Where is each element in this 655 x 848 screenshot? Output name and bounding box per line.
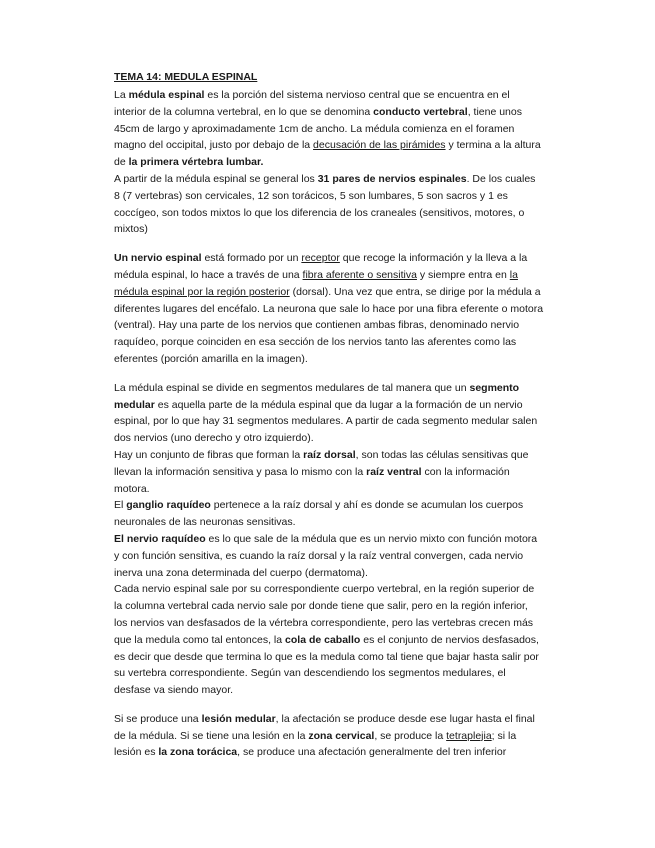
text-run: , son todas las células sensitivas que llevan la información sensitiva y pasa lo mismo con la (114, 448, 529, 478)
text-run: raíz ventral (366, 465, 422, 478)
text-run: 31 pares de nervios espinales (317, 172, 467, 185)
paragraph-medula-definition (114, 87, 544, 171)
text-run: lesión medular (201, 712, 276, 725)
text-run: zona cervical (308, 729, 375, 742)
text-run: fibra aferente o sensitiva (302, 268, 417, 281)
text-run: , tiene unos 45cm de largo y aproximadamente 1cm de ancho. La médula comienza en el foramen magno del occipital, justo por debajo de la (114, 105, 522, 152)
text-run: El (114, 499, 127, 512)
text-run: pertenece a la raíz dorsal y ahí es donde se acumulan los cuerpos neuronales de las neuronas sensitivas. (114, 499, 524, 529)
text-run: El nervio raquídeo (114, 532, 206, 545)
text-run: , se produce una afectación generalmente del tren inferior (237, 746, 507, 759)
document-page (114, 70, 544, 761)
paragraph-ganglio-raquideo (114, 497, 544, 531)
text-run: segmento medular (114, 381, 520, 411)
text-run: médula espinal (128, 89, 205, 101)
paragraph-segmento-medular (114, 380, 544, 447)
text-run: la zona torácica (158, 746, 238, 759)
text-run: Cada nervio espinal sale por su correspondiente cuerpo vertebral, en la región superior de la columna vertebral cada nervio sale por donde tiene que salir, pero en la región inferior, los nervios van desfasados de la vértebra correspondiente, pero las vertebras crecen más que la medula como tal entonces, la (114, 583, 535, 646)
text-run: es aquella parte de la médula espinal que da lugar a la formación de un nervio espinal, por lo que hay 31 segmentos medulares. A partir de cada segmento medular salen dos nervios (uno derecho y otro izquierdo). (114, 398, 538, 445)
paragraph-spinal-nerves-count (114, 171, 544, 238)
text-run: Hay un conjunto de fibras que forman la (114, 448, 304, 461)
text-run: la primera vértebra lumbar. (128, 156, 264, 169)
text-run: decusación de las pirámides (313, 139, 446, 152)
text-run: con la información motora. (114, 465, 510, 495)
text-run: es lo que sale de la médula que es un nervio mixto con función motora y con función sensitiva, es cuando la raíz dorsal y la raíz ventral convergen, cada nervio inerva una zona determinada del cuerpo (dermatoma). (114, 532, 538, 579)
paragraph-lesion-medular (114, 711, 544, 761)
text-run: y siempre entra en (416, 268, 510, 281)
text-run: La (114, 89, 129, 101)
text-run: está formado por un (201, 252, 302, 265)
text-run: . De los cuales 8 (7 vertebras) son cervicales, 12 son torácicos, 5 son lumbares, 5 son sacros y 1 es coccígeo, son todos mixtos lo que los diferencia de los craneales (sensitivos, motores, o mixtos) (114, 172, 536, 236)
text-run: ; si la lesión es (114, 729, 517, 759)
text-run: raíz dorsal (303, 448, 356, 461)
paragraph-raiz-dorsal (114, 447, 544, 497)
text-run: la médula espinal por la región posterior (114, 268, 518, 298)
paragraph-cola-de-caballo (114, 581, 544, 699)
text-run: ganglio raquídeo (126, 499, 211, 512)
page-title: TEMA 14: MEDULA ESPINAL (114, 71, 258, 83)
paragraph-nervio-raquideo (114, 531, 544, 581)
text-run: Si se produce una (114, 712, 202, 725)
text-run: receptor (301, 252, 340, 265)
text-run: A partir de la médula espinal se general los (114, 172, 318, 185)
text-run: cola de caballo (285, 633, 361, 646)
text-run: es el conjunto de nervios desfasados, es decir que desde que termina lo que es la medula como tal tiene que bajar hasta salir por su vertebra correspondiente. Según van descendiendo los segmentos medulares, el desfase va siendo mayor. (114, 633, 539, 697)
text-run: que recoge la información y la lleva a la médula espinal, lo hace a través de una (114, 252, 528, 281)
text-run: conducto vertebral (373, 105, 468, 118)
text-run: Un nervio espinal (114, 252, 202, 265)
text-run: (dorsal). Una vez que entra, se dirige por la médula a diferentes lugares del encéfalo. La neurona que sale lo hace por una fibra eferente o motora (ventral). Hay una parte de los nervios que contienen ambas fibras, denominado nervio raquídeo, porque coinciden en esa sección de los nervios tanto las aferentes como las eferentes (porción amarilla en la imagen). (114, 285, 544, 365)
text-run: , la afectación se produce desde ese lugar hasta el final de la médula. Si se tiene una lesión en la (114, 712, 535, 742)
text-run: tetraplejia (446, 729, 492, 742)
text-run: , se produce la (374, 729, 447, 742)
text-run: y termina a la altura de (114, 139, 541, 169)
paragraph-nervio-espinal (114, 250, 544, 368)
text-run: La médula espinal se divide en segmentos medulares de tal manera que un (114, 381, 470, 394)
text-run: es la porción del sistema nervioso central que se encuentra en el interior de la columna vertebral, en lo que se denomina (114, 89, 510, 118)
